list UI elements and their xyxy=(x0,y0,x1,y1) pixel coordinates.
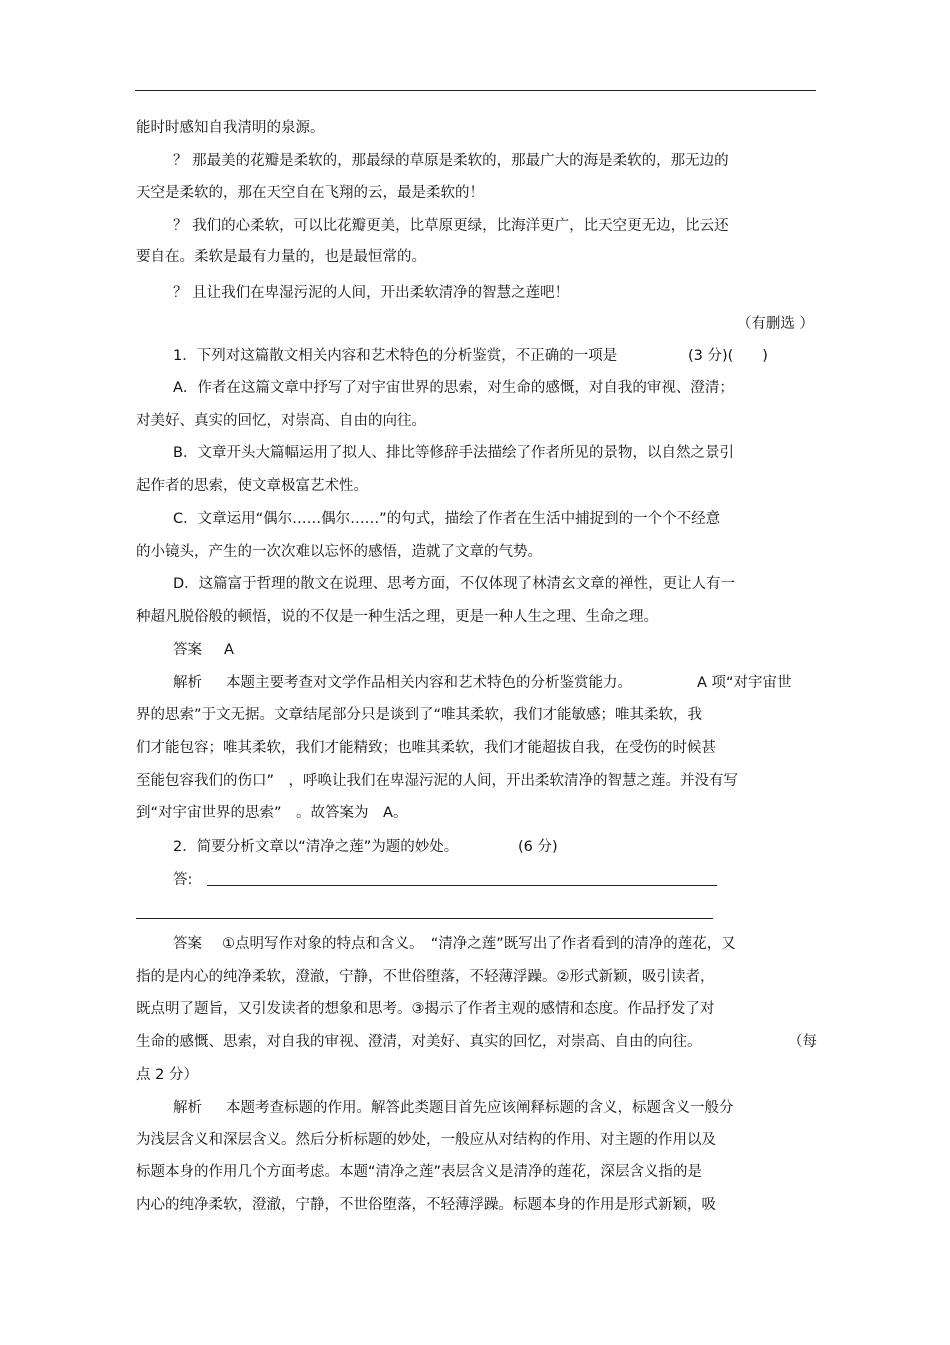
header-rule xyxy=(135,90,816,91)
q1-option-b: B．文章开头大篇幅运用了拟人、排比等修辞手法描绘了作者所见的景物，以自然之景引 xyxy=(173,445,734,461)
q1-option-a-cont: 对美好、真实的回忆，对崇高、自由的向往。 xyxy=(136,413,426,429)
q2-analysis: 本题考查标题的作用。解答此类题目首先应该阐释标题的含义，标题含义一般分 xyxy=(226,1100,734,1116)
passage-line: ？ 我们的心柔软，可以比花瓣更美，比草原更绿，比海洋更广，比天空更无边，比云还 xyxy=(173,218,729,234)
q1-analysis: 本题主要考查对文学作品相关内容和艺术特色的分析鉴赏能力。 xyxy=(226,675,632,691)
q2-answer-line: 点 2 分） xyxy=(136,1067,198,1083)
q2-analysis-label: 解析 xyxy=(173,1100,202,1116)
source-note: （有删选 ） xyxy=(736,316,814,332)
q1-analysis-cont: A 项“对宇宙世 xyxy=(697,675,792,691)
q1-score: (3 分)( ) xyxy=(688,348,768,364)
q2-answer-line: 指的是内心的纯净柔软，澄澈，宁静，不世俗堕落，不轻薄浮躁。②形式新颖，吸引读者， xyxy=(136,969,715,985)
passage-line: ？ 且让我们在卑湿污泥的人间，开出柔软清净的智慧之莲吧！ xyxy=(173,285,570,301)
passage-line: 能时时感知自我清明的泉源。 xyxy=(136,120,325,136)
passage-line: ？ 那最美的花瓣是柔软的，那最绿的草原是柔软的，那最广大的海是柔软的，那无边的 xyxy=(173,153,729,169)
q2-answer: ①点明写作对象的特点和含义。 “清净之莲”既写出了作者看到的清净的莲花，又 xyxy=(222,936,736,952)
q1-option-d-cont: 种超凡脱俗般的顿悟，说的不仅是一种生活之理，更是一种人生之理、生命之理。 xyxy=(136,609,658,625)
q1-option-c-cont: 的小镜头，产生的一次次难以忘怀的感悟，造就了文章的气势。 xyxy=(136,544,542,560)
q1-stem: 1．下列对这篇散文相关内容和艺术特色的分析鉴赏，不正确的一项是 xyxy=(173,348,618,364)
q2-answer-label: 答案 xyxy=(173,936,202,952)
q1-analysis-label: 解析 xyxy=(173,675,202,691)
q2-score: (6 分) xyxy=(518,839,558,855)
q1-analysis-line: 至能包容我们的伤口” ，呼唤让我们在卑湿污泥的人间，开出柔软清净的智慧之莲。并没有写 xyxy=(136,773,739,789)
q2-analysis-line: 标题本身的作用几个方面考虑。本题“清净之莲”表层含义是清净的莲花，深层含义指的是 xyxy=(136,1164,703,1180)
answer-blank-line[interactable] xyxy=(136,918,713,919)
q2-answer-line: 既点明了题旨，又引发读者的想象和思考。③揭示了作者主观的感情和态度。作品抒发了对 xyxy=(136,1001,715,1017)
q2-answer-line: 生命的感慨、思索，对自我的审视、澄清，对美好、真实的回忆，对崇高、自由的向往。 xyxy=(136,1034,702,1050)
q1-answer: A xyxy=(224,642,234,658)
answer-blank-line[interactable] xyxy=(207,885,717,886)
passage-line: 天空是柔软的，那在天空自在飞翔的云，最是柔软的！ xyxy=(136,185,484,201)
q1-analysis-line: 们才能包容；唯其柔软，我们才能精致；也唯其柔软，我们才能超拔自我，在受伤的时候甚 xyxy=(136,740,716,756)
q1-option-d: D．这篇富于哲理的散文在说理、思考方面，不仅体现了林清玄文章的禅性，更让人有一 xyxy=(173,576,736,592)
q1-option-a: A．作者在这篇文章中抒写了对宇宙世界的思索，对生命的感慨，对自我的审视、澄清； xyxy=(173,380,734,396)
q1-option-c: C．文章运用“偶尔……偶尔……”的句式，描绘了作者在生活中捕捉到的一个个不经意 xyxy=(173,511,721,527)
q2-answer-prompt: 答: xyxy=(173,872,193,888)
q2-stem: 2．简要分析文章以“清净之莲”为题的妙处。 xyxy=(173,839,459,855)
passage-line: 要自在。柔软是最有力量的，也是最恒常的。 xyxy=(136,249,426,265)
q1-analysis-line: 到“对宇宙世界的思索” 。故答案为 A。 xyxy=(136,805,408,821)
q2-answer-points: （每 xyxy=(788,1034,817,1050)
q1-answer-label: 答案 xyxy=(173,642,202,658)
q1-option-b-cont: 起作者的思索，使文章极富艺术性。 xyxy=(136,478,368,494)
q2-analysis-line: 为浅层含义和深层含义。然后分析标题的妙处，一般应从对结构的作用、对主题的作用以及 xyxy=(136,1132,716,1148)
q1-analysis-line: 界的思索”于文无据。文章结尾部分只是谈到了“唯其柔软，我们才能敏感；唯其柔软，我 xyxy=(136,707,703,723)
q2-analysis-line: 内心的纯净柔软，澄澈，宁静，不世俗堕落，不轻薄浮躁。标题本身的作用是形式新颖，吸 xyxy=(136,1197,716,1213)
